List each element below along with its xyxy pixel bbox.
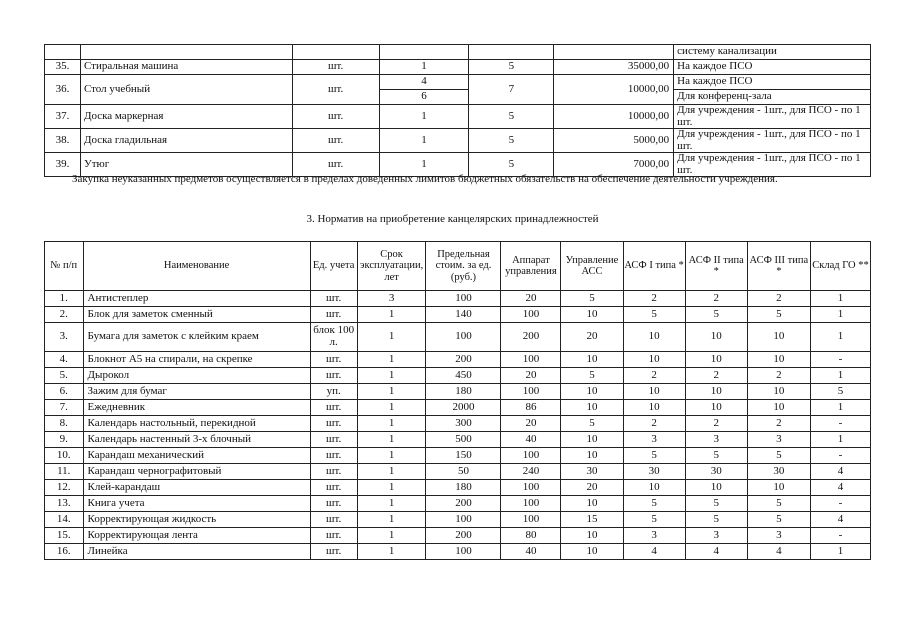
cell-asf3: 2 bbox=[747, 368, 810, 384]
item-unit bbox=[292, 45, 379, 60]
cell-upr: 20 bbox=[561, 480, 623, 496]
table-row bbox=[45, 464, 871, 480]
cell-num: 7. bbox=[45, 400, 84, 416]
cell-num: 9. bbox=[45, 432, 84, 448]
table-row bbox=[45, 75, 871, 90]
cell-apparat: 20 bbox=[501, 368, 561, 384]
cell-asf2: 5 bbox=[685, 307, 747, 323]
cell-term: 1 bbox=[357, 323, 426, 352]
cell-num: 5. bbox=[45, 368, 84, 384]
cell-apparat: 100 bbox=[501, 352, 561, 368]
stationery-table bbox=[44, 241, 871, 560]
table-header-row bbox=[45, 242, 871, 291]
item-note: Для учреждения - 1шт., для ПСО - по 1 шт. bbox=[674, 129, 871, 153]
cell-name: Линейка bbox=[83, 544, 310, 560]
cell-upr: 10 bbox=[561, 400, 623, 416]
row-number: 37. bbox=[45, 105, 81, 129]
cell-asf3: 3 bbox=[747, 432, 810, 448]
cell-sklad: 1 bbox=[810, 368, 870, 384]
cell-term: 1 bbox=[357, 464, 426, 480]
item-years bbox=[469, 45, 554, 60]
table-row bbox=[45, 400, 871, 416]
cell-apparat: 100 bbox=[501, 448, 561, 464]
item-note: Для конференц-зала bbox=[674, 90, 871, 105]
cell-asf2: 2 bbox=[685, 291, 747, 307]
table-row bbox=[45, 45, 871, 60]
item-price: 7000,00 bbox=[554, 153, 674, 177]
item-years: 5 bbox=[469, 129, 554, 153]
cell-asf1: 10 bbox=[623, 400, 685, 416]
cell-unit: уп. bbox=[310, 384, 357, 400]
cell-asf2: 10 bbox=[685, 480, 747, 496]
table-row bbox=[45, 448, 871, 464]
table-row bbox=[45, 352, 871, 368]
header-upr: Управление АСС bbox=[561, 242, 623, 291]
header-unit: Ед. учета bbox=[310, 242, 357, 291]
cell-asf3: 3 bbox=[747, 528, 810, 544]
cell-sklad: 1 bbox=[810, 544, 870, 560]
cell-name: Корректирующая лента bbox=[83, 528, 310, 544]
item-name bbox=[80, 45, 292, 60]
row-number: 36. bbox=[45, 75, 81, 105]
cell-asf1: 5 bbox=[623, 512, 685, 528]
cell-term: 1 bbox=[357, 432, 426, 448]
item-years: 5 bbox=[469, 60, 554, 75]
cell-asf3: 10 bbox=[747, 400, 810, 416]
cell-term: 1 bbox=[357, 400, 426, 416]
cell-asf2: 5 bbox=[685, 512, 747, 528]
cell-name: Блокнот А5 на спирали, на скрепке bbox=[83, 352, 310, 368]
item-unit: шт. bbox=[292, 153, 379, 177]
cell-term: 3 bbox=[357, 291, 426, 307]
item-price: 10000,00 bbox=[554, 105, 674, 129]
item-years: 5 bbox=[469, 153, 554, 177]
item-note: Для учреждения - 1шт., для ПСО - по 1 шт. bbox=[674, 153, 871, 177]
cell-upr: 15 bbox=[561, 512, 623, 528]
cell-upr: 5 bbox=[561, 368, 623, 384]
cell-price: 180 bbox=[426, 384, 501, 400]
cell-unit: шт. bbox=[310, 307, 357, 323]
cell-asf2: 10 bbox=[685, 400, 747, 416]
cell-price: 200 bbox=[426, 496, 501, 512]
cell-sklad: - bbox=[810, 352, 870, 368]
cell-term: 1 bbox=[357, 496, 426, 512]
cell-asf3: 10 bbox=[747, 352, 810, 368]
cell-name: Календарь настольный, перекидной bbox=[83, 416, 310, 432]
table-row bbox=[45, 512, 871, 528]
table-row bbox=[45, 416, 871, 432]
item-name: Утюг bbox=[80, 153, 292, 177]
cell-asf3: 30 bbox=[747, 464, 810, 480]
item-price: 10000,00 bbox=[554, 75, 674, 105]
cell-asf2: 2 bbox=[685, 368, 747, 384]
cell-upr: 5 bbox=[561, 291, 623, 307]
cell-upr: 5 bbox=[561, 416, 623, 432]
cell-price: 100 bbox=[426, 291, 501, 307]
cell-unit: шт. bbox=[310, 528, 357, 544]
cell-apparat: 200 bbox=[501, 323, 561, 352]
cell-price: 100 bbox=[426, 512, 501, 528]
cell-asf2: 5 bbox=[685, 496, 747, 512]
cell-apparat: 86 bbox=[501, 400, 561, 416]
cell-asf3: 5 bbox=[747, 496, 810, 512]
row-number bbox=[45, 45, 81, 60]
cell-upr: 10 bbox=[561, 496, 623, 512]
cell-apparat: 240 bbox=[501, 464, 561, 480]
cell-price: 200 bbox=[426, 352, 501, 368]
cell-apparat: 100 bbox=[501, 512, 561, 528]
section-heading: 3. Норматив на приобретение канцелярских принадлежностей bbox=[306, 213, 599, 225]
cell-asf2: 4 bbox=[685, 544, 747, 560]
table-row bbox=[45, 291, 871, 307]
cell-asf1: 2 bbox=[623, 368, 685, 384]
item-note: На каждое ПСО bbox=[674, 75, 871, 90]
item-unit: шт. bbox=[292, 75, 379, 105]
table-row bbox=[45, 432, 871, 448]
item-name: Стиральная машина bbox=[80, 60, 292, 75]
cell-sklad: - bbox=[810, 528, 870, 544]
cell-apparat: 20 bbox=[501, 291, 561, 307]
cell-unit: шт. bbox=[310, 400, 357, 416]
cell-asf2: 30 bbox=[685, 464, 747, 480]
cell-num: 16. bbox=[45, 544, 84, 560]
cell-apparat: 40 bbox=[501, 432, 561, 448]
cell-asf2: 5 bbox=[685, 448, 747, 464]
header-price: Предельная стоим. за ед. (руб.) bbox=[426, 242, 501, 291]
cell-term: 1 bbox=[357, 352, 426, 368]
table-row bbox=[45, 105, 871, 129]
item-qty: 1 bbox=[379, 60, 469, 75]
cell-name: Зажим для бумаг bbox=[83, 384, 310, 400]
cell-term: 1 bbox=[357, 384, 426, 400]
cell-name: Книга учета bbox=[83, 496, 310, 512]
cell-sklad: 4 bbox=[810, 480, 870, 496]
cell-asf1: 5 bbox=[623, 496, 685, 512]
cell-unit: шт. bbox=[310, 512, 357, 528]
cell-unit: шт. bbox=[310, 368, 357, 384]
cell-sklad: 1 bbox=[810, 291, 870, 307]
cell-term: 1 bbox=[357, 544, 426, 560]
cell-asf1: 10 bbox=[623, 384, 685, 400]
cell-price: 200 bbox=[426, 528, 501, 544]
cell-asf1: 3 bbox=[623, 528, 685, 544]
table-row bbox=[45, 307, 871, 323]
cell-unit: шт. bbox=[310, 291, 357, 307]
table-row bbox=[45, 480, 871, 496]
cell-num: 15. bbox=[45, 528, 84, 544]
cell-asf1: 2 bbox=[623, 416, 685, 432]
cell-upr: 20 bbox=[561, 323, 623, 352]
cell-asf1: 2 bbox=[623, 291, 685, 307]
table-row bbox=[45, 384, 871, 400]
cell-apparat: 100 bbox=[501, 307, 561, 323]
cell-asf1: 4 bbox=[623, 544, 685, 560]
cell-num: 3. bbox=[45, 323, 84, 352]
cell-upr: 10 bbox=[561, 384, 623, 400]
item-years: 5 bbox=[469, 105, 554, 129]
item-qty: 1 bbox=[379, 153, 469, 177]
cell-asf1: 10 bbox=[623, 323, 685, 352]
row-number: 38. bbox=[45, 129, 81, 153]
cell-num: 10. bbox=[45, 448, 84, 464]
cell-asf3: 5 bbox=[747, 307, 810, 323]
row-number: 35. bbox=[45, 60, 81, 75]
cell-apparat: 100 bbox=[501, 496, 561, 512]
row-number: 39. bbox=[45, 153, 81, 177]
cell-upr: 10 bbox=[561, 448, 623, 464]
cell-asf3: 10 bbox=[747, 384, 810, 400]
cell-unit: шт. bbox=[310, 480, 357, 496]
cell-sklad: 4 bbox=[810, 464, 870, 480]
item-qty: 1 bbox=[379, 129, 469, 153]
cell-price: 300 bbox=[426, 416, 501, 432]
cell-price: 150 bbox=[426, 448, 501, 464]
cell-unit: шт. bbox=[310, 544, 357, 560]
header-term: Срок эксплуатации, лет bbox=[357, 242, 426, 291]
table-row bbox=[45, 129, 871, 153]
cell-name: Карандаш чернографитовый bbox=[83, 464, 310, 480]
cell-sklad: 1 bbox=[810, 432, 870, 448]
purchase-note: Закупка неуказанных предметов осуществляется в пределах доведенных лимитов бюджетных обязательств на обеспечение деятельности учреждения. bbox=[72, 173, 778, 185]
item-note: Для учреждения - 1шт., для ПСО - по 1 шт. bbox=[674, 105, 871, 129]
table-row bbox=[45, 323, 871, 352]
cell-sklad: 5 bbox=[810, 384, 870, 400]
cell-upr: 10 bbox=[561, 432, 623, 448]
cell-upr: 10 bbox=[561, 544, 623, 560]
cell-num: 6. bbox=[45, 384, 84, 400]
cell-unit: шт. bbox=[310, 352, 357, 368]
cell-sklad: 1 bbox=[810, 400, 870, 416]
item-unit: шт. bbox=[292, 129, 379, 153]
cell-sklad: 1 bbox=[810, 323, 870, 352]
cell-term: 1 bbox=[357, 528, 426, 544]
cell-num: 11. bbox=[45, 464, 84, 480]
header-apparat: Аппарат управления bbox=[501, 242, 561, 291]
cell-asf3: 4 bbox=[747, 544, 810, 560]
cell-asf2: 10 bbox=[685, 352, 747, 368]
cell-asf2: 3 bbox=[685, 432, 747, 448]
cell-asf2: 2 bbox=[685, 416, 747, 432]
item-name: Доска гладильная bbox=[80, 129, 292, 153]
cell-num: 8. bbox=[45, 416, 84, 432]
cell-num: 4. bbox=[45, 352, 84, 368]
item-qty: 6 bbox=[379, 90, 469, 105]
item-price bbox=[554, 45, 674, 60]
table-row bbox=[45, 368, 871, 384]
item-price: 35000,00 bbox=[554, 60, 674, 75]
item-price: 5000,00 bbox=[554, 129, 674, 153]
cell-term: 1 bbox=[357, 368, 426, 384]
cell-asf1: 10 bbox=[623, 352, 685, 368]
cell-num: 12. bbox=[45, 480, 84, 496]
cell-price: 100 bbox=[426, 323, 501, 352]
cell-asf1: 5 bbox=[623, 448, 685, 464]
cell-name: Карандаш механический bbox=[83, 448, 310, 464]
cell-name: Дырокол bbox=[83, 368, 310, 384]
cell-asf3: 10 bbox=[747, 323, 810, 352]
equipment-table bbox=[44, 44, 871, 177]
cell-asf3: 5 bbox=[747, 448, 810, 464]
cell-upr: 10 bbox=[561, 307, 623, 323]
cell-unit: шт. bbox=[310, 496, 357, 512]
cell-price: 180 bbox=[426, 480, 501, 496]
cell-num: 2. bbox=[45, 307, 84, 323]
item-name: Стол учебный bbox=[80, 75, 292, 105]
cell-upr: 10 bbox=[561, 528, 623, 544]
cell-apparat: 40 bbox=[501, 544, 561, 560]
cell-sklad: - bbox=[810, 416, 870, 432]
cell-term: 1 bbox=[357, 307, 426, 323]
cell-num: 14. bbox=[45, 512, 84, 528]
cell-name: Клей-карандаш bbox=[83, 480, 310, 496]
cell-apparat: 80 bbox=[501, 528, 561, 544]
item-unit: шт. bbox=[292, 105, 379, 129]
item-years: 7 bbox=[469, 75, 554, 105]
item-unit: шт. bbox=[292, 60, 379, 75]
cell-term: 1 bbox=[357, 416, 426, 432]
item-note: На каждое ПСО bbox=[674, 60, 871, 75]
cell-upr: 10 bbox=[561, 352, 623, 368]
item-name: Доска маркерная bbox=[80, 105, 292, 129]
cell-asf3: 10 bbox=[747, 480, 810, 496]
cell-name: Ежедневник bbox=[83, 400, 310, 416]
table-row bbox=[45, 496, 871, 512]
cell-unit: блок 100 л. bbox=[310, 323, 357, 352]
header-asf3: АСФ III типа * bbox=[747, 242, 810, 291]
cell-asf1: 5 bbox=[623, 307, 685, 323]
cell-term: 1 bbox=[357, 480, 426, 496]
item-note: систему канализации bbox=[674, 45, 871, 60]
item-qty: 4 bbox=[379, 75, 469, 90]
cell-unit: шт. bbox=[310, 464, 357, 480]
cell-upr: 30 bbox=[561, 464, 623, 480]
header-num: № п/п bbox=[45, 242, 84, 291]
header-name: Наименование bbox=[83, 242, 310, 291]
cell-asf1: 10 bbox=[623, 480, 685, 496]
cell-price: 140 bbox=[426, 307, 501, 323]
cell-price: 50 bbox=[426, 464, 501, 480]
cell-name: Бумага для заметок с клейким краем bbox=[83, 323, 310, 352]
cell-apparat: 100 bbox=[501, 384, 561, 400]
cell-asf2: 10 bbox=[685, 384, 747, 400]
header-asf1: АСФ I типа * bbox=[623, 242, 685, 291]
cell-asf3: 2 bbox=[747, 416, 810, 432]
cell-name: Блок для заметок сменный bbox=[83, 307, 310, 323]
cell-num: 13. bbox=[45, 496, 84, 512]
cell-price: 500 bbox=[426, 432, 501, 448]
cell-asf3: 2 bbox=[747, 291, 810, 307]
cell-asf3: 5 bbox=[747, 512, 810, 528]
cell-num: 1. bbox=[45, 291, 84, 307]
cell-asf2: 3 bbox=[685, 528, 747, 544]
cell-price: 100 bbox=[426, 544, 501, 560]
cell-asf1: 3 bbox=[623, 432, 685, 448]
cell-asf2: 10 bbox=[685, 323, 747, 352]
cell-price: 2000 bbox=[426, 400, 501, 416]
cell-name: Антистеплер bbox=[83, 291, 310, 307]
cell-sklad: - bbox=[810, 448, 870, 464]
table-row bbox=[45, 528, 871, 544]
cell-unit: шт. bbox=[310, 432, 357, 448]
header-sklad: Склад ГО ** bbox=[810, 242, 870, 291]
table-row bbox=[45, 544, 871, 560]
cell-sklad: - bbox=[810, 496, 870, 512]
cell-term: 1 bbox=[357, 448, 426, 464]
item-qty bbox=[379, 45, 469, 60]
cell-sklad: 4 bbox=[810, 512, 870, 528]
cell-price: 450 bbox=[426, 368, 501, 384]
header-asf2: АСФ II типа * bbox=[685, 242, 747, 291]
cell-sklad: 1 bbox=[810, 307, 870, 323]
cell-name: Корректирующая жидкость bbox=[83, 512, 310, 528]
table-row bbox=[45, 60, 871, 75]
cell-unit: шт. bbox=[310, 448, 357, 464]
cell-name: Календарь настенный 3-х блочный bbox=[83, 432, 310, 448]
cell-apparat: 20 bbox=[501, 416, 561, 432]
cell-unit: шт. bbox=[310, 416, 357, 432]
cell-asf1: 30 bbox=[623, 464, 685, 480]
cell-term: 1 bbox=[357, 512, 426, 528]
cell-apparat: 100 bbox=[501, 480, 561, 496]
item-qty: 1 bbox=[379, 105, 469, 129]
